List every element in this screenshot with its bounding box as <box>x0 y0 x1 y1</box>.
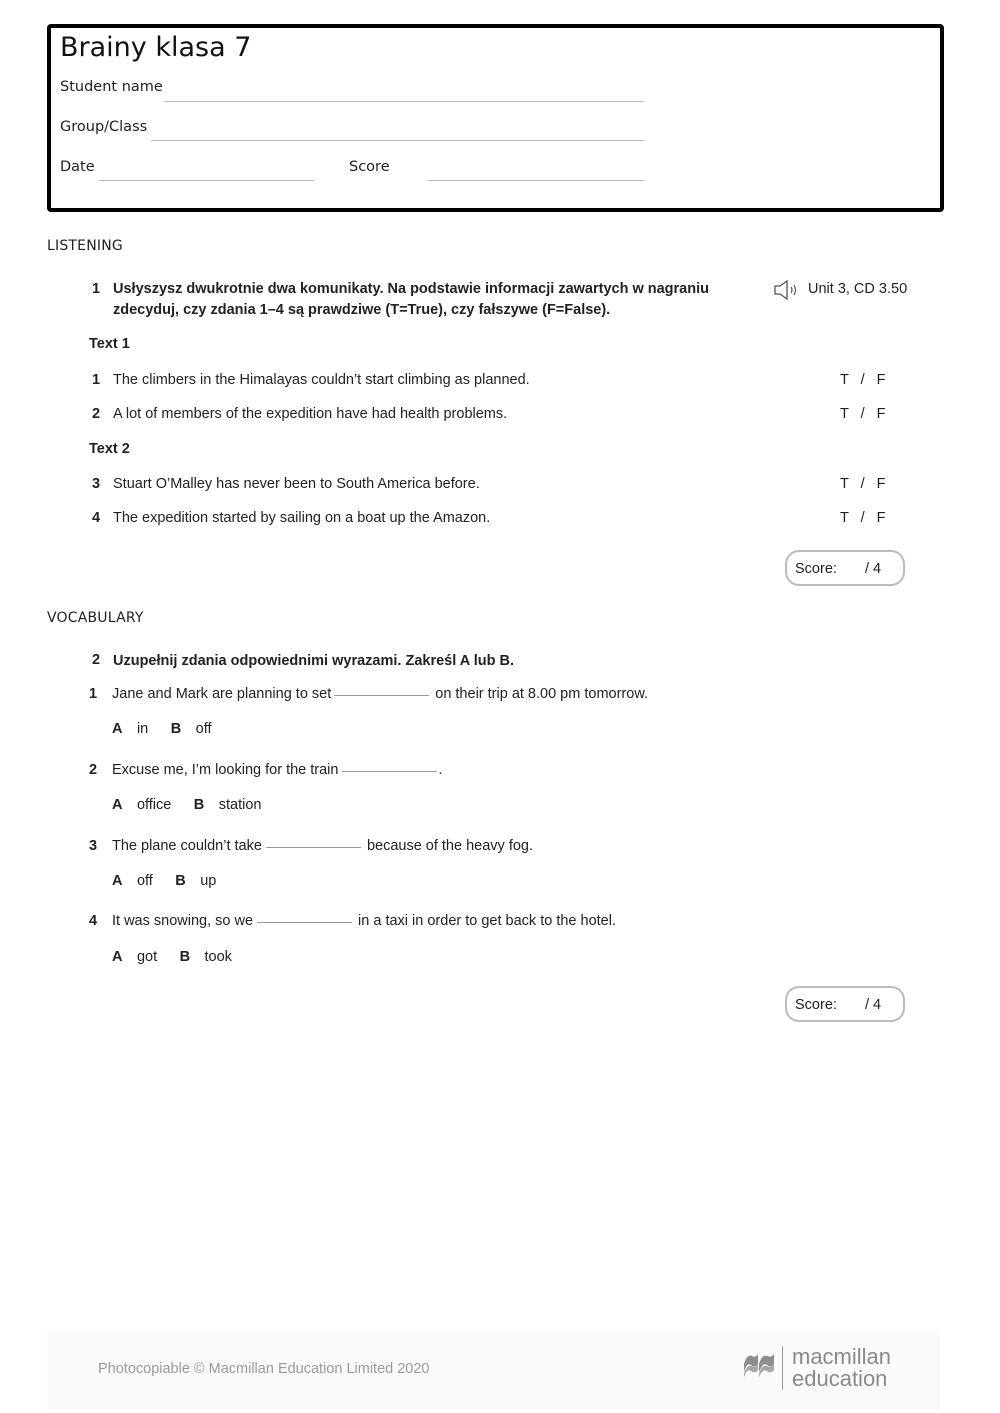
item-number: 4 <box>89 913 98 929</box>
sentence-after: in a taxi in order to get back to the hotel. <box>358 913 616 929</box>
answer-options <box>112 948 232 966</box>
item-number: 2 <box>89 762 98 778</box>
vocabulary-score-box <box>785 986 905 1022</box>
option-letter[interactable]: B <box>179 949 191 965</box>
statement-text: A lot of members of the expedition have had health problems. <box>113 406 508 422</box>
option-letter[interactable]: A <box>112 949 123 965</box>
logo-line: macmillan <box>792 1344 892 1369</box>
item-number: 1 <box>89 686 98 702</box>
option-text[interactable]: up <box>200 873 217 889</box>
sentence-before: The plane couldn’t take <box>112 838 262 854</box>
true-false-choice[interactable]: T / F <box>840 510 886 526</box>
true-false-choice[interactable]: T / F <box>840 406 886 422</box>
item-number: 4 <box>92 510 101 526</box>
logo-divider <box>782 1346 783 1390</box>
gap-sentence <box>112 762 443 778</box>
score-out-of: / 4 <box>865 997 882 1013</box>
score-field[interactable] <box>428 180 644 181</box>
option-letter[interactable]: A <box>112 873 123 889</box>
sentence-after: . <box>438 762 443 778</box>
answer-blank[interactable] <box>342 771 437 772</box>
gap-sentence <box>112 838 533 854</box>
score-label: Score: <box>795 561 837 577</box>
option-text[interactable]: took <box>204 949 232 965</box>
copyright-text: Photocopiable © Macmillan Education Limited 2020 <box>98 1361 430 1377</box>
option-letter[interactable]: B <box>175 873 186 889</box>
score-label: Score: <box>795 997 837 1013</box>
text-2-label: Text 2 <box>89 441 130 457</box>
group-class-label: Group/Class <box>60 119 148 135</box>
sentence-before: Excuse me, I’m looking for the train <box>112 762 339 778</box>
statement-text: The expedition started by sailing on a boat up the Amazon. <box>113 510 491 526</box>
score-label: Score <box>349 159 390 175</box>
option-text[interactable]: office <box>136 797 172 813</box>
instruction-line: zdecyduj, czy zdania 1–4 są prawdziwe (T=True), czy fałszywe (F=False). <box>113 302 611 318</box>
exercise-number: 2 <box>92 652 101 668</box>
item-number: 3 <box>89 838 98 854</box>
macmillan-logo-icon <box>743 1350 775 1378</box>
sentence-before: It was snowing, so we <box>112 913 254 929</box>
logo-line: education <box>792 1366 888 1391</box>
option-letter[interactable]: A <box>112 797 123 813</box>
option-letter[interactable]: B <box>193 797 205 813</box>
option-letter[interactable]: B <box>170 721 182 737</box>
true-false-choice[interactable]: T / F <box>840 476 886 492</box>
text-1-label: Text 1 <box>89 336 130 352</box>
answer-blank[interactable] <box>334 695 429 696</box>
statement-text: Stuart O’Malley has never been to South America before. <box>113 476 480 492</box>
sentence-before: Jane and Mark are planning to set <box>112 686 332 702</box>
gap-sentence <box>112 913 616 929</box>
score-out-of: / 4 <box>865 561 882 577</box>
item-number: 2 <box>92 406 101 422</box>
true-false-choice[interactable]: T / F <box>840 372 886 388</box>
student-name-field[interactable] <box>164 101 644 102</box>
sentence-after: because of the heavy fog. <box>366 838 534 854</box>
option-text[interactable]: off <box>136 873 153 889</box>
logo-wordmark <box>792 1346 891 1390</box>
item-number: 1 <box>92 372 101 388</box>
exercise-number: 1 <box>92 281 101 297</box>
exercise-instruction <box>113 279 709 321</box>
student-name-label: Student name <box>60 79 163 95</box>
group-class-field[interactable] <box>151 140 644 141</box>
option-text[interactable]: station <box>218 797 262 813</box>
item-number: 3 <box>92 476 101 492</box>
answer-options <box>112 720 211 738</box>
exercise-instruction: Uzupełnij zdania odpowiednimi wyrazami. Zakreśl A lub B. <box>113 653 514 669</box>
speaker-icon[interactable] <box>773 279 803 301</box>
answer-blank[interactable] <box>266 847 361 848</box>
instruction-line: Usłyszysz dwukrotnie dwa komunikaty. Na podstawie informacji zawartych w nagraniu <box>113 281 709 297</box>
option-letter[interactable]: A <box>112 721 123 737</box>
gap-sentence <box>112 686 648 702</box>
listening-score-box <box>785 550 905 586</box>
answer-blank[interactable] <box>257 922 352 923</box>
option-text[interactable]: in <box>136 721 149 737</box>
statement-text: The climbers in the Himalayas couldn’t start climbing as planned. <box>113 372 530 388</box>
sentence-after: on their trip at 8.00 pm tomorrow. <box>435 686 649 702</box>
option-text[interactable]: got <box>136 949 158 965</box>
answer-options <box>112 796 261 814</box>
section-vocabulary: VOCABULARY <box>47 610 144 626</box>
worksheet-title: Brainy klasa 7 <box>60 32 252 63</box>
section-listening: LISTENING <box>47 238 123 254</box>
date-field[interactable] <box>99 180 314 181</box>
date-label: Date <box>60 159 95 175</box>
answer-options <box>112 872 216 890</box>
audio-reference: Unit 3, CD 3.50 <box>808 281 908 297</box>
option-text[interactable]: off <box>195 721 212 737</box>
